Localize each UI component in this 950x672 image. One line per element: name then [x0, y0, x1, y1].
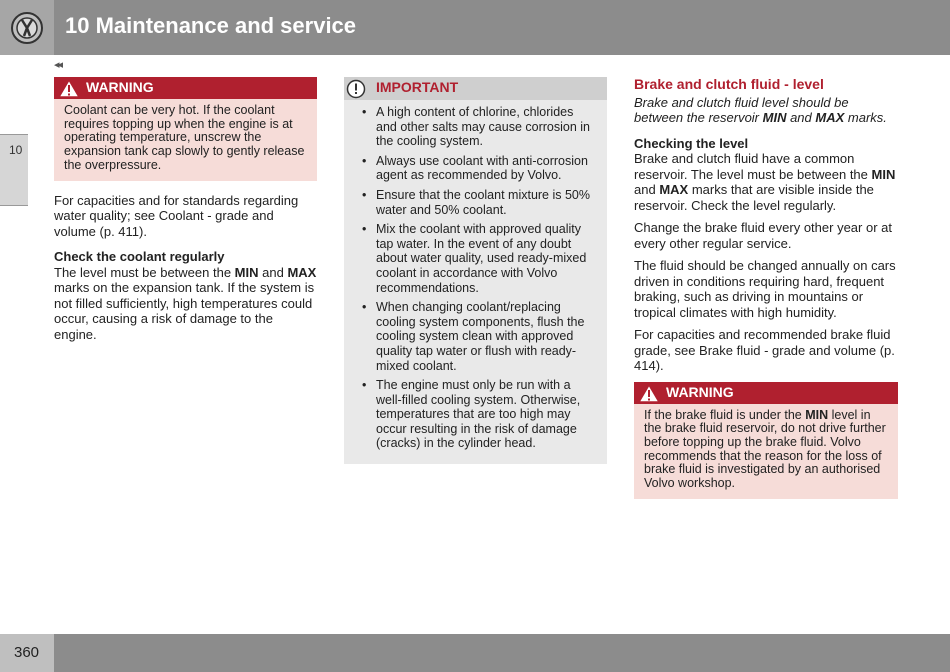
list-item: • When changing coolant/replacing cooling system components, flush the cooling system clean with approved quality tap water or flush with ready-mixed coolant.: [354, 300, 597, 373]
checking-level-text: Brake and clutch fluid have a common reservoir. The level must be between the MIN and MAX marks that are visible inside the reservoir. Check the level regularly.: [634, 151, 896, 213]
important-header: [344, 77, 607, 100]
page-title: 10 Maintenance and service: [65, 13, 357, 38]
warning-box: [54, 77, 317, 181]
column-right: [634, 77, 898, 499]
brake-fluid-heading: Brake and clutch fluid - level: [634, 76, 824, 92]
chapter-number: 10: [9, 143, 23, 157]
warning-box: [634, 382, 898, 499]
important-list: [344, 100, 607, 464]
capacities-text: For capacities and for standards regarding water quality; see Coolant - grade and volume (p. 411).: [54, 192, 299, 239]
warning-title: WARNING: [666, 383, 734, 400]
warning-title: WARNING: [86, 79, 154, 95]
chapter-icon-box: [0, 0, 54, 55]
chapter-tab[interactable]: [0, 134, 28, 206]
column-middle: [344, 77, 607, 464]
page-header: [0, 0, 950, 55]
important-box: [344, 77, 607, 464]
back-arrows-icon[interactable]: ◂◂: [54, 59, 62, 71]
column-left: [54, 77, 317, 349]
check-coolant-text: The level must be between the MIN and MAX marks on the expansion tank. If the system is not filled sufficiently, high temperatures could occur, causing a risk of damage to the engine.: [54, 264, 317, 342]
change-brake-fluid-text: Change the brake fluid every other year or at every other regular service.: [634, 220, 892, 251]
list-item: • Ensure that the coolant mixture is 50% water and 50% coolant.: [354, 188, 597, 217]
page-number-box: [0, 634, 54, 672]
page-footer: [0, 634, 950, 672]
page-number: 360: [14, 644, 40, 661]
check-coolant-heading: Check the coolant regularly: [54, 249, 225, 265]
important-title: IMPORTANT: [376, 79, 459, 95]
exclamation-circle-icon: [346, 79, 366, 99]
list-item: • Always use coolant with anti-corrosion agent as recommended by Volvo.: [354, 154, 597, 183]
warning-header: [54, 77, 317, 99]
wrench-gear-icon: [0, 0, 54, 55]
annual-change-text: The fluid should be changed annually on cars driven in conditions requiring hard, frequent braking, such as driving in mountains or tropical climates with high humidity.: [634, 258, 896, 320]
checking-level-heading: Checking the level: [634, 135, 749, 151]
list-item: • Mix the coolant with approved quality tap water. In the event of any doubt about water quality, used ready-mixed coolant in accordance with Volvo recommendations.: [354, 222, 597, 295]
warning-header: [634, 382, 898, 404]
warning-text: Coolant can be very hot. If the coolant requires topping up when the engine is at operating temperature, unscrew the expansion tank cap slowly to gently release the overpressure.: [54, 99, 317, 181]
warning-text: If the brake fluid is under the MIN level in the brake fluid reservoir, do not drive further before topping up the brake fluid. Volvo recommends that the reason for the loss of brake fluid is investigated by an authorised Volvo workshop.: [634, 404, 898, 499]
list-item: • A high content of chlorine, chlorides and other salts may cause corrosion in the cooling system.: [354, 105, 597, 149]
capacities-brake-text: For capacities and recommended brake fluid grade, see Brake fluid - grade and volume (p. 414).: [634, 327, 895, 373]
list-item: • The engine must only be run with a well-filled cooling system. Otherwise, temperatures that are too high may occur resulting in the risk of damage (cracks) in the cylinder head.: [354, 378, 597, 451]
warning-triangle-icon: [638, 384, 660, 403]
brake-fluid-intro: Brake and clutch fluid level should be between the reservoir MIN and MAX marks.: [634, 94, 887, 125]
warning-triangle-icon: [58, 79, 80, 98]
